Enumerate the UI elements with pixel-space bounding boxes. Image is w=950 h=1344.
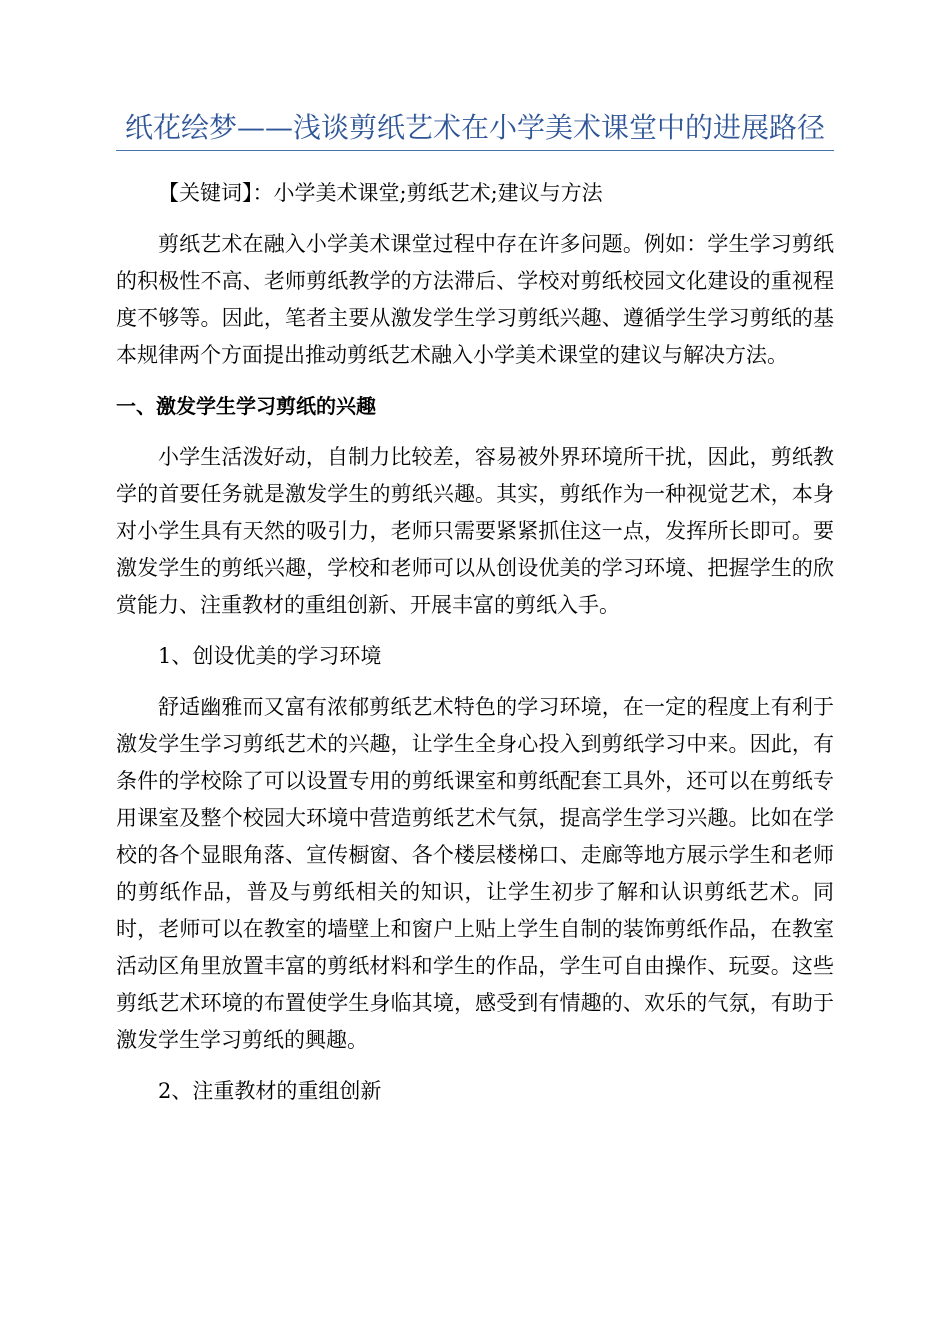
section-1-paragraph: 小学生活泼好动，自制力比较差，容易被外界环境所干扰，因此，剪纸教学的首要任务就是激发学生的剪纸兴趣。其实，剪纸作为一种视觉艺术，本身对小学生具有天然的吸引力，老师只需要紧紧抓住这一点，发挥所长即可。要激发学生的剪纸兴趣，学校和老师可以从创设优美的学习环境、把握学生的欣赏能力、注重教材的重组创新、开展丰富的剪纸入手。: [116, 445, 834, 617]
subsection-heading-2: 2、注重教材的重组创新: [158, 1079, 382, 1103]
keywords-line: [116, 175, 834, 212]
document-title: 纸花绘梦——浅谈剪纸艺术在小学美术课堂中的进展路径: [116, 110, 834, 151]
subsection-1-paragraph: 舒适幽雅而又富有浓郁剪纸艺术特色的学习环境，在一定的程度上有利于激发学生学习剪纸艺术的兴趣，让学生全身心投入到剪纸学习中来。因此，有条件的学校除了可以设置专用的剪纸课室和剪纸配套工具外，还可以在剪纸专用课室及整个校园大环境中营造剪纸艺术气氛，提高学生学习兴趣。比如在学校的各个显眼角落、宣传橱窗、各个楼层楼梯口、走廊等地方展示学生和老师的剪纸作品，普及与剪纸相关的知识，让学生初步了解和认识剪纸艺术。同时，老师可以在教室的墙壁上和窗户上贴上学生自制的装饰剪纸作品，在教室活动区角里放置丰富的剪纸材料和学生的作品，学生可自由操作、玩耍。这些剪纸艺术环境的布置使学生身临其境，感受到有情趣的、欢乐的气氛，有助于激发学生学习剪纸的興趣。: [116, 695, 834, 1052]
subsection-heading-1: 1、创设优美的学习环境: [158, 644, 382, 668]
intro-paragraph: 剪纸艺术在融入小学美术课堂过程中存在许多问题。例如：学生学习剪纸的积极性不高、老师剪纸教学的方法滞后、学校对剪纸校园文化建设的重视程度不够等。因此，笔者主要从激发学生学习剪纸兴趣、遵循学生学习剪纸的基本规律两个方面提出推动剪纸艺术融入小学美术课堂的建议与解决方法。: [116, 232, 834, 367]
document-page: [116, 110, 834, 1124]
section-heading-1: 一、激发学生学习剪纸的兴趣: [116, 394, 376, 418]
keywords-text: 小学美术课堂;剪纸艺术;建议与方法: [273, 181, 603, 205]
keywords-label: 【关键词】：: [158, 181, 274, 205]
